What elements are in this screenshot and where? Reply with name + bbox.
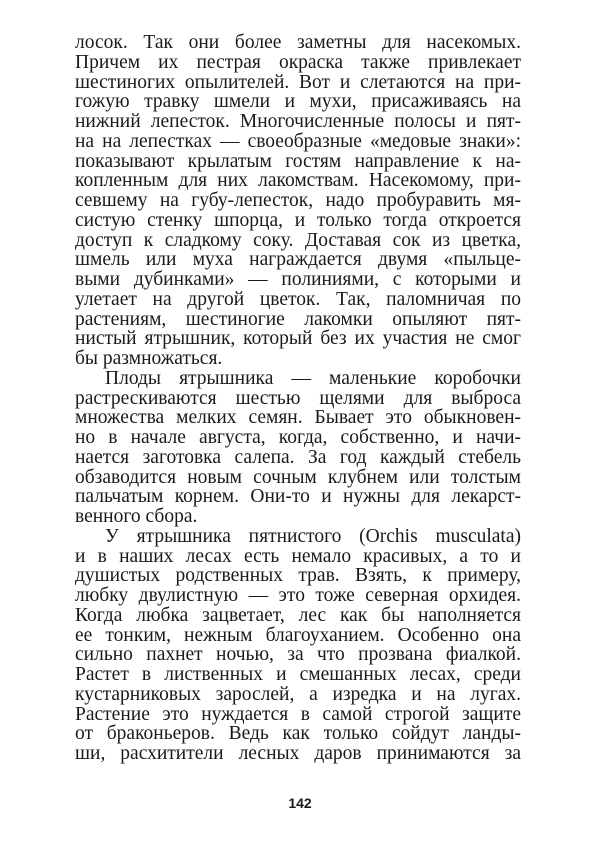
- text-line: улетает на другой цветок. Так, паломничая по: [75, 288, 521, 310]
- text-line: нижний лепесток. Многочисленные полосы и пят-: [75, 111, 521, 132]
- body-text: [75, 33, 521, 764]
- text-line: обзаводится новым сочным клубнем или толстым: [75, 466, 521, 488]
- text-line: показывают крылатым гостям направление к на-: [75, 150, 521, 172]
- text-line: систую стенку шпорца, и только тогда откроется: [75, 209, 521, 231]
- text-line: но в начале августа, когда, собственно, и начи-: [75, 427, 521, 448]
- text-line: и в наших лесах есть немало красивых, а то и: [75, 545, 521, 567]
- text-line: доступ к сладкому соку. Доставая сок из цветка,: [75, 229, 521, 251]
- text-line: лосок. Так они более заметны для насекомых.: [75, 32, 521, 53]
- text-line: пальчатым корнем. Они-то и нужны для лекарст-: [75, 486, 521, 508]
- text-line: душистых родственных трав. Взять, к примеру,: [75, 565, 521, 587]
- text-line: от браконьеров. Ведь как только сойдут ланды-: [75, 723, 521, 745]
- text-line: множества мелких семян. Бывает это обыкновен-: [75, 407, 521, 429]
- text-line: У ятрышника пятнистого (Orchis musculata): [105, 525, 521, 547]
- text-line: бы размножаться.: [75, 348, 223, 369]
- text-line: Плоды ятрышника — маленькие коробочки: [105, 367, 521, 389]
- text-line: гожую травку шмели и мухи, присаживаясь на: [75, 91, 521, 113]
- text-line: шестиногих опылителей. Вот и слетаются на при-: [75, 71, 521, 93]
- text-line: нается заготовка салепа. За год каждый стебель: [75, 446, 521, 468]
- text-line: нистый ятрышник, который без их участия не смог: [75, 328, 521, 350]
- text-line: выми дубинками» — полиниями, с которыми и: [75, 269, 521, 290]
- text-line: Причем их пестрая окраска также привлекает: [75, 51, 521, 73]
- text-line: Когда любка зацветает, лес как бы наполняется: [75, 604, 521, 626]
- text-line: ши, расхитители лесных даров принимаются за: [75, 743, 521, 764]
- text-line: Растет в лиственных и смешанных лесах, среди: [75, 664, 521, 685]
- text-line: растрескиваются шестью щелями для выброса: [75, 387, 521, 409]
- text-line: венного сбора.: [75, 506, 198, 527]
- text-line: ее тонким, нежным благоуханием. Особенно она: [75, 624, 521, 646]
- text-line: копленным для них лакомствам. Насекомому, при-: [75, 170, 521, 192]
- text-line: Растение это нуждается в самой строгой защите: [75, 703, 521, 725]
- paragraph: [75, 33, 521, 369]
- text-line: на на лепестках — своеобразные «медовые знаки»:: [75, 130, 521, 152]
- text-line: любку двулистную — это тоже северная орхидея.: [75, 585, 521, 606]
- page-number: 142: [288, 795, 312, 811]
- text-line: кустарниковых зарослей, а изредка и на лугах.: [75, 683, 521, 705]
- paragraph: [75, 369, 521, 527]
- text-line: севшему на губу-лепесток, надо пробуравить мя-: [75, 190, 521, 211]
- text-line: сильно пахнет ночью, за что прозвана фиалкой.: [75, 644, 521, 666]
- text-line: шмель или муха награждается двумя «пыльце-: [75, 249, 521, 271]
- text-line: растениям, шестиногие лакомки опыляют пят-: [75, 308, 521, 330]
- paragraph: [75, 527, 521, 764]
